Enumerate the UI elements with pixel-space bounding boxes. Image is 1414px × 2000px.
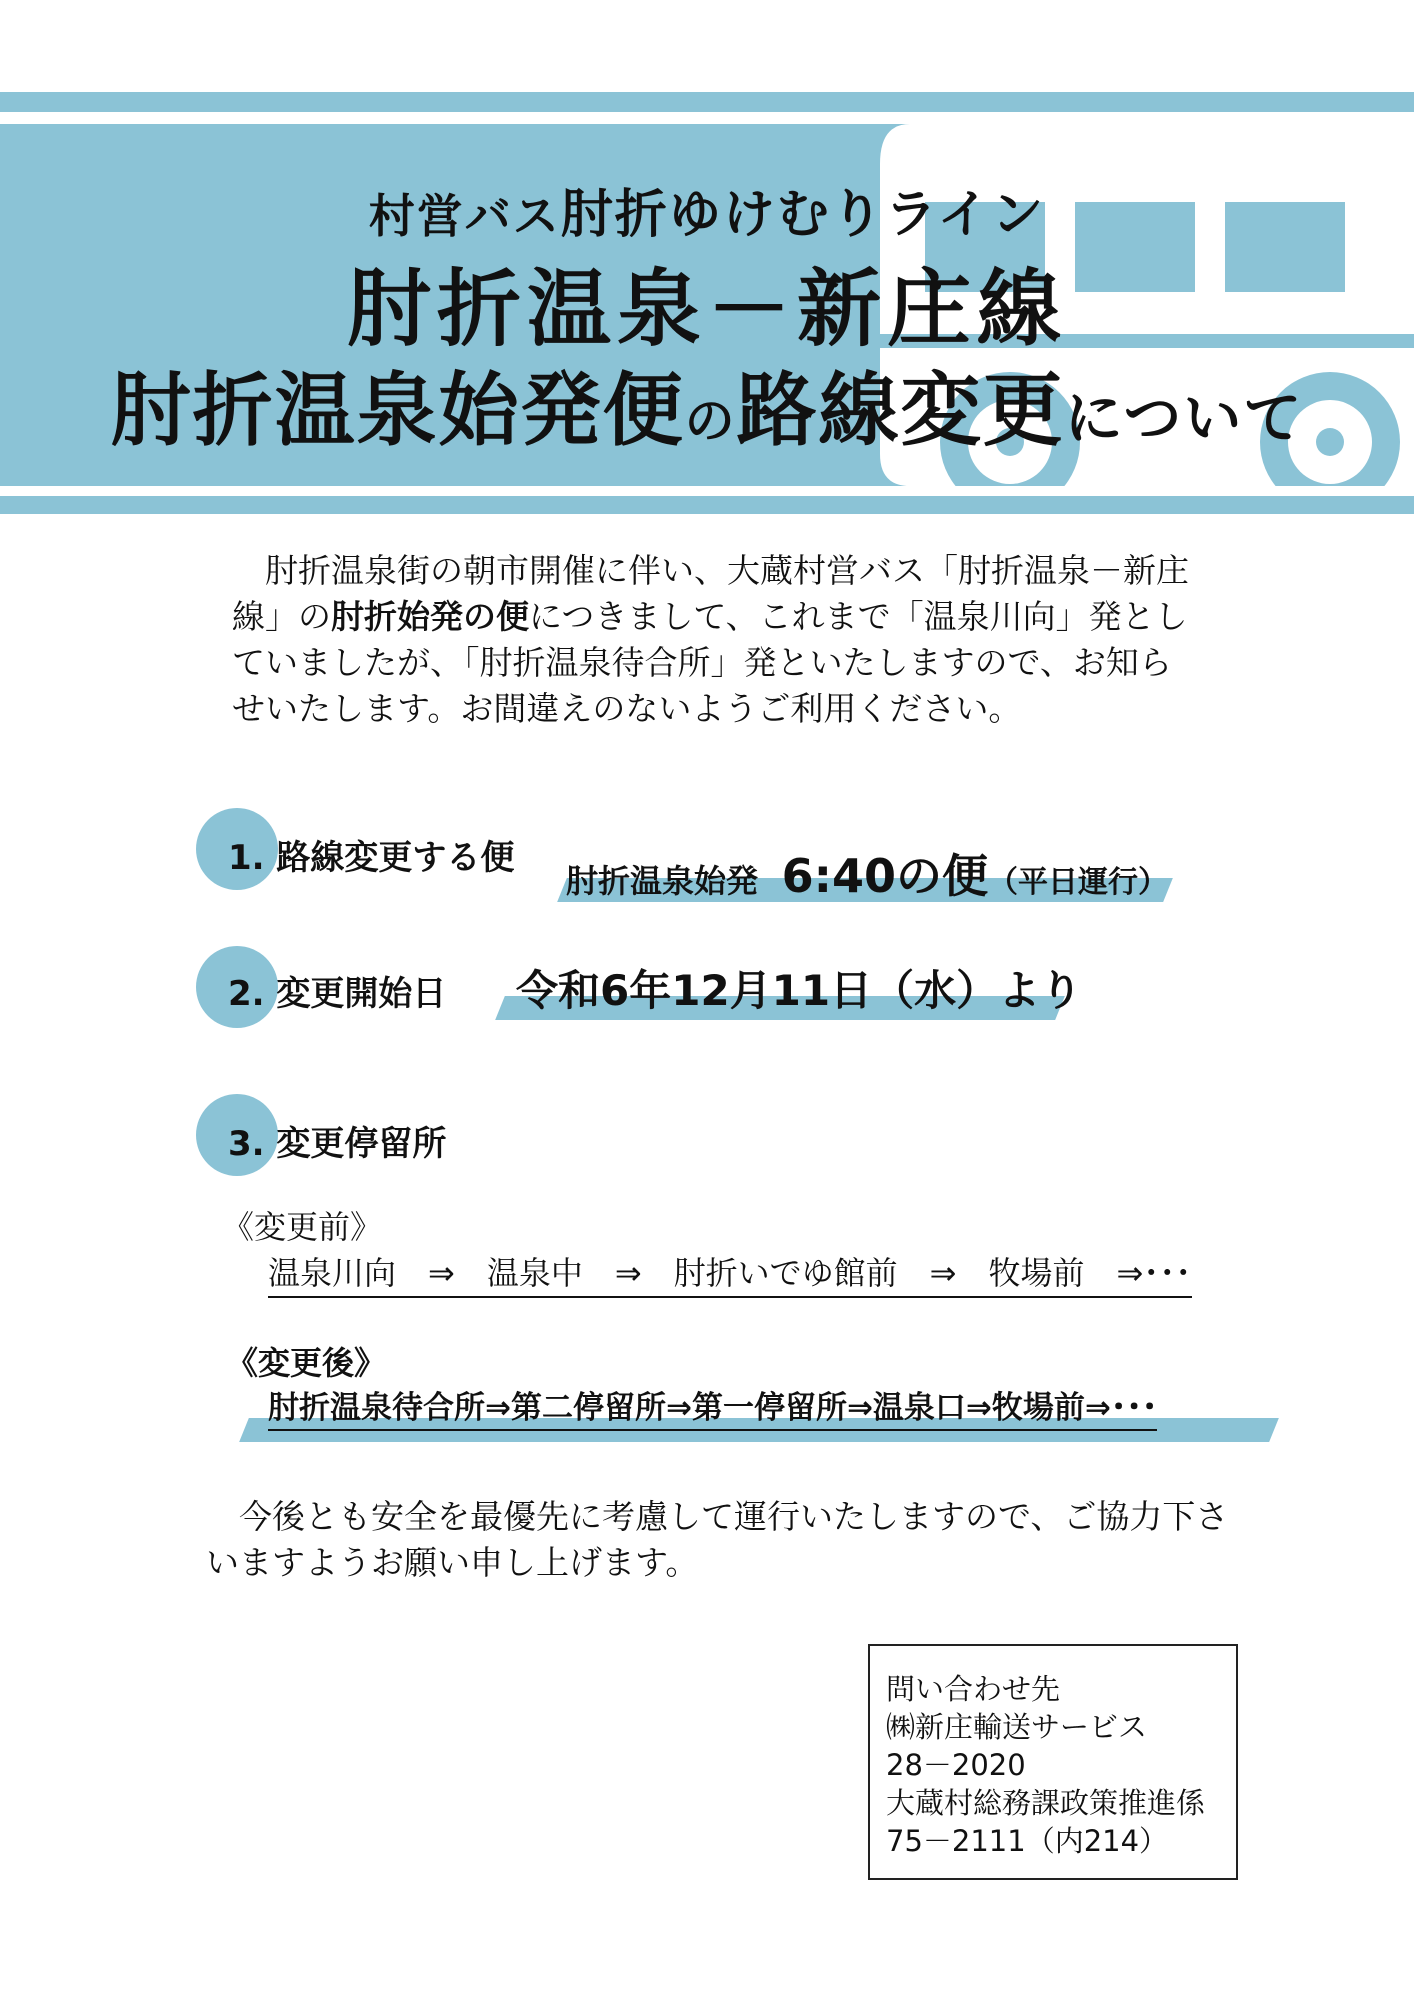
contact-box xyxy=(868,1644,1238,1880)
intro-text-1: 肘折温泉街の朝市開催に伴い、大蔵村営バス「肘折温泉－新庄線」の xyxy=(232,551,1189,636)
contact-office: 大蔵村総務課政策推進係 xyxy=(886,1786,1206,1820)
title-particle: の xyxy=(684,392,737,450)
section-3-label xyxy=(228,1116,446,1165)
section-1-label xyxy=(228,830,514,879)
section-1-value-main: 6:40の便 xyxy=(781,849,989,903)
before-route: 温泉川向 ⇒ 温泉中 ⇒ 肘折いでゆ館前 ⇒ 牧場前 ⇒･･･ xyxy=(268,1248,1192,1298)
after-route: 肘折温泉待合所⇒第二停留所⇒第一停留所⇒温泉口⇒牧場前⇒･･･ xyxy=(268,1382,1157,1431)
title-subtitle xyxy=(0,172,1414,247)
contact-office-phone: 75－2111（内214） xyxy=(886,1824,1169,1858)
section-1-value-suffix: （平日運行） xyxy=(988,865,1169,900)
title-route: 肘折温泉－新庄線 xyxy=(346,260,1067,358)
section-1-title: 路線変更する便 xyxy=(276,838,515,878)
section-1-number: 1. xyxy=(228,838,265,878)
after-heading: 《変更後》 xyxy=(226,1344,387,1382)
intro-paragraph xyxy=(232,548,1192,732)
section-2-value: 令和6年12月11日（水）より xyxy=(516,966,1083,1015)
title-route-change: 路線変更 xyxy=(736,364,1065,457)
section-1-value xyxy=(566,840,1168,906)
closing-text: 今後とも安全を最優先に考慮して運行いたしますので、ご協力下さいますようお願い申し上げます。 xyxy=(206,1497,1229,1582)
section-3-title: 変更停留所 xyxy=(276,1124,447,1164)
section-2-title: 変更開始日 xyxy=(276,974,447,1014)
contact-company-phone: 28－2020 xyxy=(886,1748,1026,1782)
subtitle-prefix: 村営バス xyxy=(368,189,561,243)
section-3-number: 3. xyxy=(228,1124,265,1164)
section-1-value-prefix: 肘折温泉始発 xyxy=(566,862,759,900)
before-heading: 《変更前》 xyxy=(222,1208,383,1246)
title-departure: 肘折温泉始発便 xyxy=(110,364,685,457)
intro-text-2: につきまして、これまで「温泉川向」発としていましたが、「肘折温泉待合所」発といたしますので、お知らせいたします。お間違えのないようご利用ください。 xyxy=(232,597,1188,728)
closing-paragraph xyxy=(206,1494,1246,1586)
header-stripe-top xyxy=(0,92,1414,112)
subtitle-line-name: 肘折ゆけむりライン xyxy=(560,185,1046,245)
title-banner xyxy=(0,124,1414,486)
header-stripe-bottom xyxy=(0,496,1414,514)
section-2-number: 2. xyxy=(228,974,265,1014)
section-2-label xyxy=(228,966,446,1015)
contact-company: ㈱新庄輸送サービス xyxy=(886,1710,1148,1744)
title-about: について xyxy=(1064,384,1304,452)
intro-bold: 肘折始発の便 xyxy=(331,597,529,636)
title-change xyxy=(0,346,1414,461)
contact-heading: 問い合わせ先 xyxy=(886,1672,1061,1706)
